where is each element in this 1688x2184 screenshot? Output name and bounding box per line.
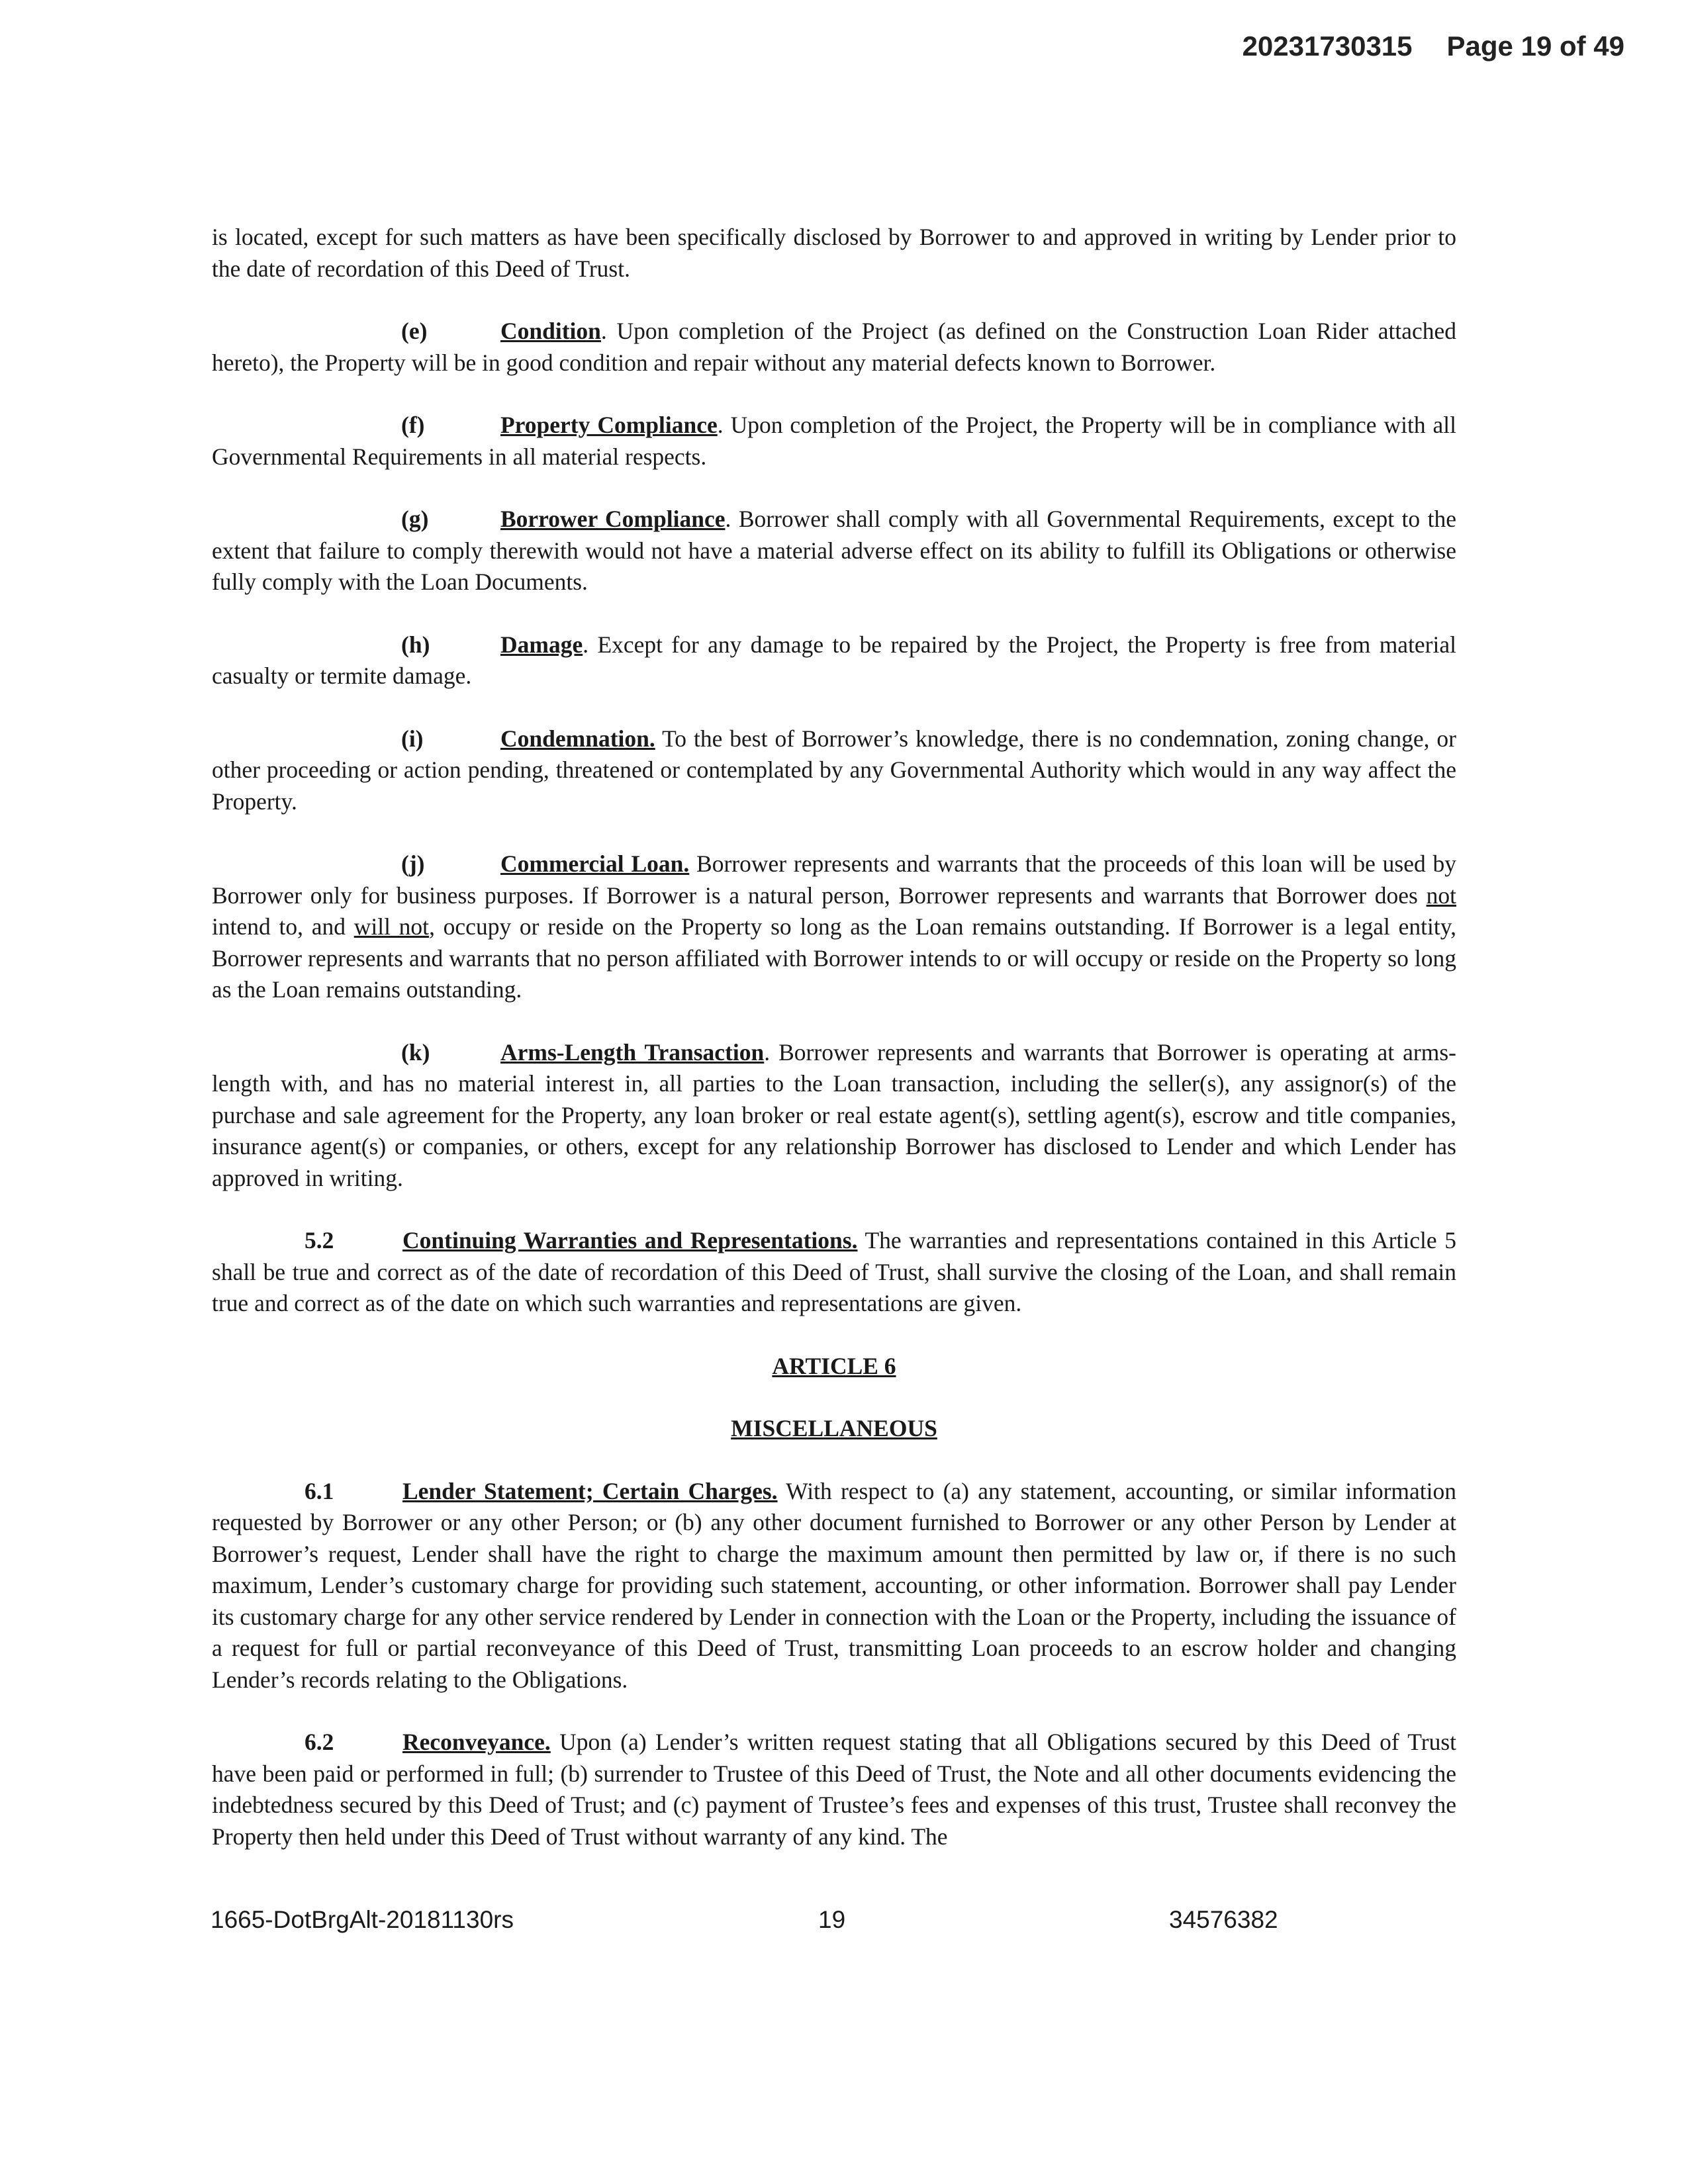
clause-text: . Borrower represents and warrants that Borrower is operating at arms-length with, and has no material interest in, all parties to the Loan transaction, including the seller(s), any assignor(s) of the purchase and sale agreement for the Property, any loan broker or real estate agent(s), settling agent(s), escrow and title companies, insurance agent(s) or companies, or others, except for any relationship Borrower has disclosed to Lender and which Lender has approved in writing. — [212, 1038, 1456, 1191]
section-text: Upon (a) Lender’s written request stating that all Obligations secured by this Deed of Trust have been paid or performed in full; (b) surrender to Trustee of this Deed of Trust, the Note and all other documents evidencing the indebtedness secured by this Deed of Trust; and (c) payment of Trustee’s fees and expenses of this trust, Trustee shall reconvey the Property then held under this Deed of Trust without warranty of any kind. The — [212, 1729, 1456, 1850]
document-code: 1665-DotBrgAlt-20181130rs — [211, 1906, 514, 1933]
clause-text: intend to, and — [212, 913, 354, 940]
clause-number: (i) — [401, 725, 424, 752]
reference-number: 34576382 — [1169, 1906, 1278, 1933]
section-6-2 — [212, 1727, 1456, 1852]
clause-caption: Borrower Compliance — [500, 506, 726, 532]
clause-text: . Upon completion of the Project (as defined on the Construction Loan Rider attached hereto), the Property will be in good condition and repair without any material defects known to Borrower. — [212, 318, 1456, 376]
clause-caption: Property Compliance — [500, 412, 718, 438]
page-footer — [211, 1906, 1303, 1938]
intro-paragraph: is located, except for such matters as have been specifically disclosed by Borrower to and approved in writing by Lender prior to the date of recordation of this Deed of Trust. — [212, 224, 1456, 282]
clause-text: . Except for any damage to be repaired by the Project, the Property is free from material casualty or termite damage. — [212, 631, 1456, 689]
section-caption: Lender Statement; Certain Charges. — [402, 1477, 778, 1504]
section-5-2 — [212, 1225, 1456, 1320]
recording-number: 20231730315 — [1242, 30, 1413, 62]
clause-caption: Commercial Loan. — [500, 850, 690, 877]
clause-text: To the best of Borrower’s knowledge, there is no condemnation, zoning change, or other proceeding or action pending, threatened or contemplated by any Governmental Authority which would in any way affect the Property. — [212, 725, 1456, 815]
section-text: With respect to (a) any statement, accounting, or similar information requested by Borrower or any other Person; or (b) any other document furnished to Borrower or any other Person by Lender at Borrower’s request, Lender shall have the right to charge the maximum amount then permitted by law or, if there is no such maximum, Lender’s customary charge for providing such statement, accounting, or other information. Borrower shall pay Lender its customary charge for any other service rendered by Lender in connection with the Loan or the Property, including the issuance of a request for full or partial reconveyance of this Deed of Trust, transmitting Loan proceeds to an escrow holder and changing Lender’s records relating to the Obligations. — [212, 1477, 1456, 1693]
section-number: 6.1 — [305, 1477, 334, 1504]
clause-k — [212, 1037, 1456, 1195]
clause-number: (k) — [401, 1038, 430, 1066]
clause-e — [212, 316, 1456, 379]
clause-text: , occupy or reside on the Property so long as the Loan remains outstanding. If Borrower is a legal entity, Borrower represents and warrants that no person affiliated with Borrower intends to or will occupy or reside on the Property so long as the Loan remains outstanding. — [212, 913, 1457, 1003]
emphasis-will-not: will not — [353, 913, 430, 940]
section-text: The warranties and representations contained in this Article 5 shall be true and correct as of the date of recordation of this Deed of Trust, shall survive the closing of the Loan, and shall remain true and correct as of the date on which such warranties and representations are given. — [212, 1227, 1456, 1316]
clause-caption: Arms-Length Transaction — [500, 1038, 765, 1066]
clause-text: Borrower represents and warrants that the proceeds of this loan will be used by Borrower only for business purposes. If Borrower is a natural person, Borrower represents and warrants that Borrower does — [212, 850, 1457, 909]
section-number: 5.2 — [305, 1227, 334, 1253]
document-body — [212, 222, 1456, 1884]
clause-caption: Condition — [500, 318, 601, 344]
clause-caption: Condemnation. — [500, 725, 655, 752]
section-caption: Reconveyance. — [402, 1729, 551, 1755]
clause-i — [212, 723, 1456, 818]
section-6-1 — [212, 1476, 1456, 1696]
clause-text: . Borrower shall comply with all Governmental Requirements, except to the extent that failure to comply therewith would not have a material adverse effect on its ability to fulfill its Obligations or otherwise fully comply with the Loan Documents. — [212, 506, 1456, 595]
section-caption: Continuing Warranties and Representations. — [402, 1227, 858, 1253]
clause-number: (j) — [401, 850, 425, 877]
clause-number: (h) — [401, 631, 430, 658]
article-title: ARTICLE 6 — [772, 1352, 896, 1379]
clause-caption: Damage — [500, 631, 583, 658]
clause-h — [212, 629, 1456, 692]
recording-header — [1243, 30, 1624, 62]
clause-number: (f) — [401, 412, 425, 438]
section-number: 6.2 — [305, 1729, 334, 1755]
page-label: Page 19 of 49 — [1446, 30, 1624, 62]
clause-text: . Upon completion of the Project, the Property will be in compliance with all Governmental Requirements in all material respects. — [212, 412, 1456, 470]
clause-g — [212, 504, 1456, 598]
article-subtitle: MISCELLANEOUS — [731, 1415, 937, 1441]
emphasis-not: not — [1426, 882, 1456, 909]
clause-number: (g) — [401, 506, 429, 532]
clause-j — [212, 848, 1456, 1006]
clause-f — [212, 410, 1456, 473]
page-number: 19 — [818, 1906, 846, 1933]
clause-number: (e) — [401, 318, 428, 344]
